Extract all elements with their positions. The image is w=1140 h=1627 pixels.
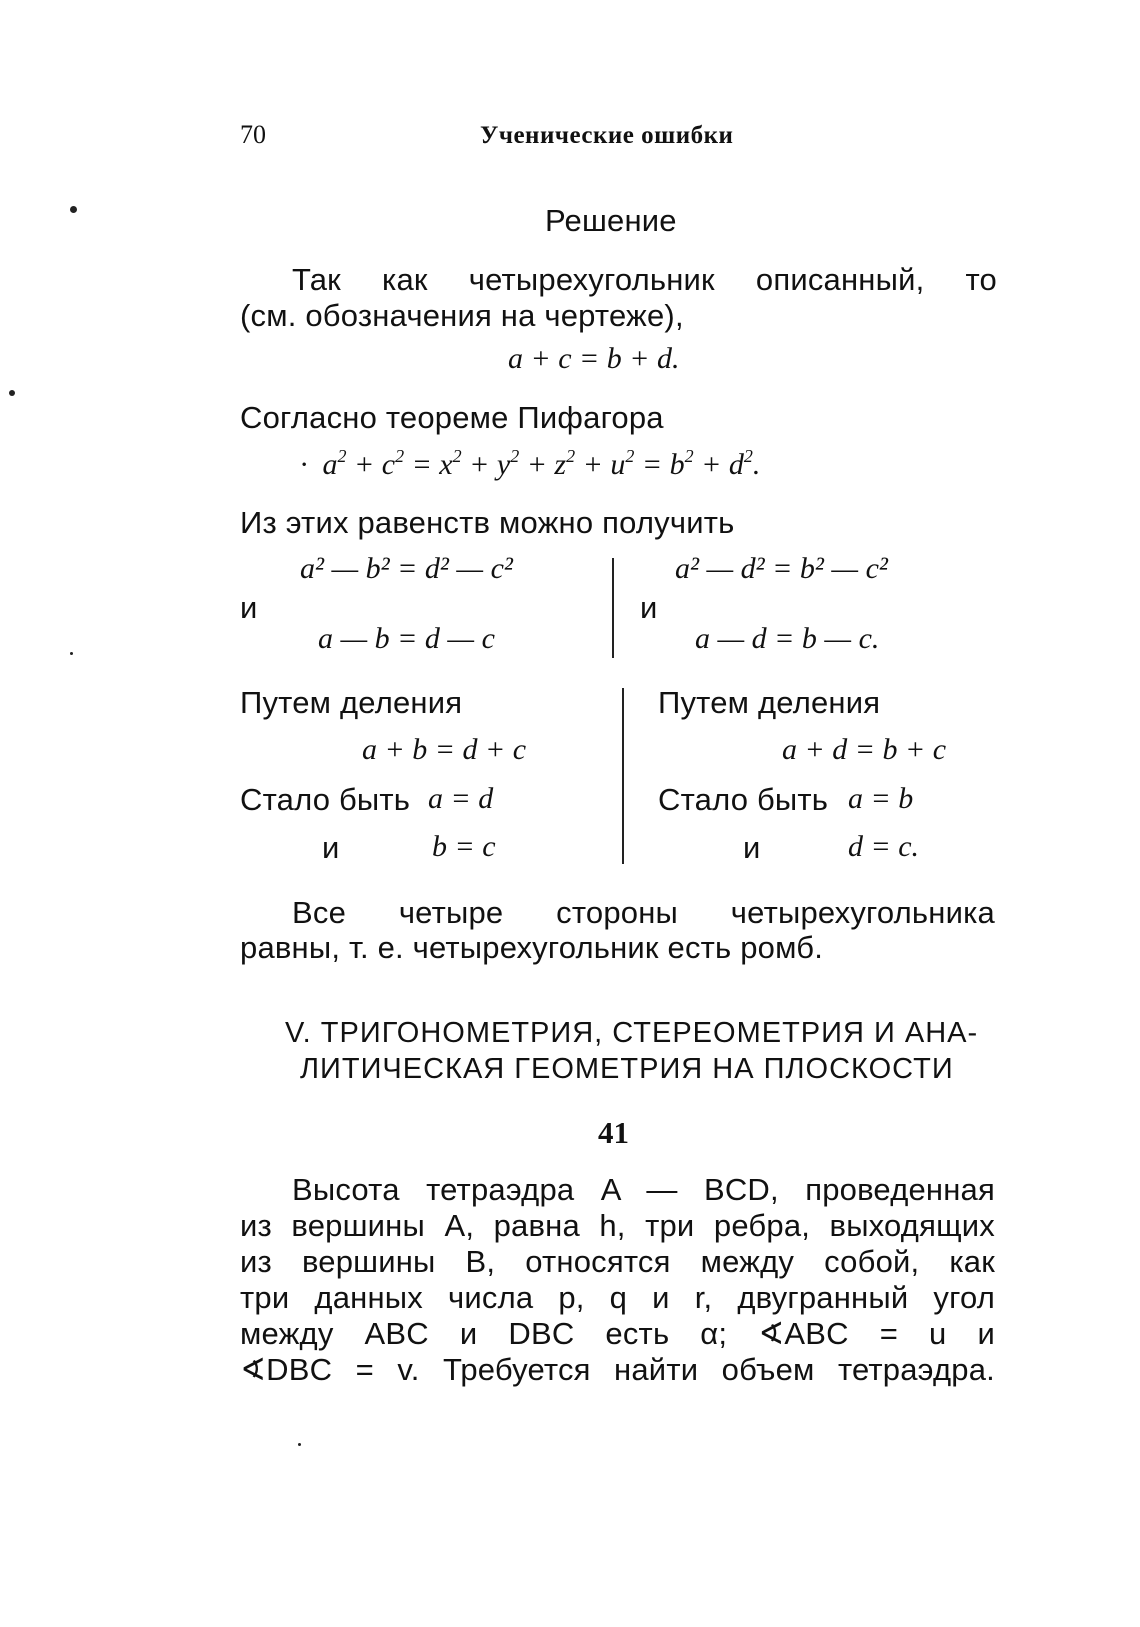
solution-title: Решение	[545, 203, 677, 238]
left-eq-squares: a² — b² = d² — c²	[300, 552, 513, 585]
problem-line-5: между ABC и DBC есть α; ∢ABC = u и	[240, 1316, 995, 1351]
problem-line-1: Высота тетраэдра A — BCD, проведенная	[292, 1172, 995, 1207]
right-conj: и	[640, 590, 658, 625]
left-eq-sum: a + b = d + c	[362, 733, 527, 766]
right-conj-2: и	[743, 830, 761, 865]
conclusion-line-2: равны, т. е. четырехугольник есть ромб.	[240, 930, 824, 965]
conclusion-line-1: Все четыре стороны четырехугольника	[292, 895, 995, 930]
problem-line-2: из вершины A, равна h, три ребра, выходящих	[240, 1208, 995, 1243]
right-division-text: Путем деления	[658, 685, 881, 720]
right-eq-result-1: a = b	[848, 782, 914, 815]
left-conj-2: и	[322, 830, 340, 865]
column-divider	[612, 558, 614, 658]
intro-line-2: (см. обозначения на чертеже),	[240, 298, 684, 333]
section-heading-line-1: V. ТРИГОНОМЕТРИЯ, СТЕРЕОМЕТРИЯ И АНА-	[285, 1017, 979, 1049]
left-eq-result-1: a = d	[428, 782, 494, 815]
problem-line-4: три данных числа p, q и r, двугранный угол	[240, 1280, 995, 1315]
running-title: Ученические ошибки	[480, 122, 734, 149]
problem-number: 41	[598, 1115, 629, 1150]
problem-line-3: из вершины B, относятся между собой, как	[240, 1244, 995, 1279]
print-speck	[70, 206, 77, 213]
intro-line-1: Так как четырехугольник описанный, то	[292, 262, 997, 297]
right-eq-diff: a — d = b — c.	[695, 622, 880, 655]
right-eq-result-2: d = c.	[848, 830, 920, 863]
print-speck	[298, 1443, 301, 1446]
print-speck	[70, 652, 73, 655]
page-number: 70	[240, 120, 266, 149]
left-conj: и	[240, 590, 258, 625]
right-eq-squares: a² — d² = b² — c²	[675, 552, 888, 585]
pythagoras-text: Согласно теореме Пифагора	[240, 400, 664, 435]
right-therefore-text: Стало быть	[658, 782, 829, 817]
left-eq-result-2: b = c	[432, 830, 496, 863]
left-eq-diff: a — b = d — c	[318, 622, 495, 655]
right-eq-sum: a + d = b + c	[782, 733, 947, 766]
from-equalities-text: Из этих равенств можно получить	[240, 505, 735, 540]
left-division-text: Путем деления	[240, 685, 463, 720]
section-heading-line-2: ЛИТИЧЕСКАЯ ГЕОМЕТРИЯ НА ПЛОСКОСТИ	[300, 1053, 954, 1085]
problem-line-6: ∢DBC = v. Требуется найти объем тетраэдра.	[240, 1352, 995, 1387]
column-divider	[622, 688, 624, 864]
print-speck	[9, 390, 15, 396]
formula-pythagoras: · $a^2 + c^2 = x^2 + y^2 + z^2 + u^2 = b^2 + d^2$.	[300, 446, 761, 481]
formula-sum: a + c = b + d.	[508, 342, 680, 375]
left-therefore-text: Стало быть	[240, 782, 411, 817]
